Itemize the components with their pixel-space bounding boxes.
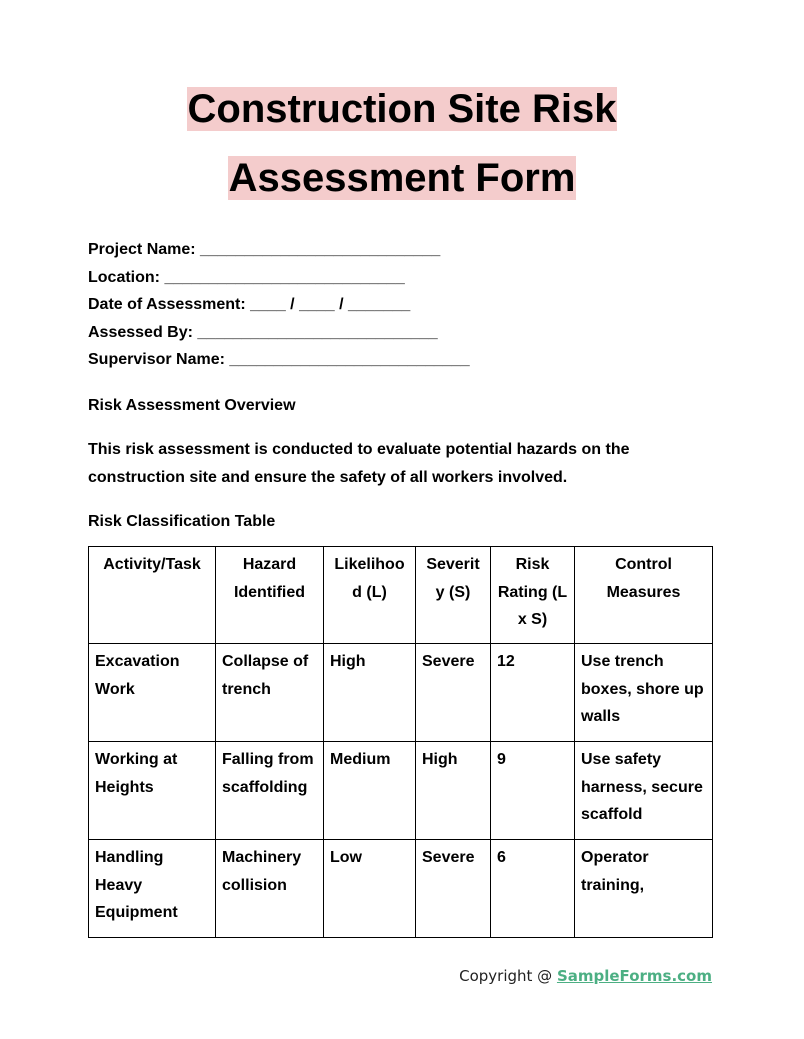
table-cell: Operator training, [575,840,713,938]
table-cell: 9 [491,742,575,840]
form-fields [88,236,470,374]
table-cell: Falling from scaffolding [216,742,324,840]
field-blank[interactable]: ___________________________ [164,268,405,286]
field-label: Location: [88,268,160,286]
field-date[interactable] [88,291,470,319]
field-blank[interactable]: ___________________________ [200,241,441,258]
field-blank[interactable]: ___________________________ [229,351,470,368]
table-cell: Handling Heavy Equipment [89,840,216,938]
table-cell: Working at Heights [89,742,216,840]
risk-table [88,546,713,938]
table-cell: Medium [324,742,416,840]
title-line-2 [0,155,804,201]
field-assessed-by[interactable] [88,319,470,347]
copyright-footer [459,967,712,985]
header-cell: Severity (S) [416,547,491,644]
table-cell: 6 [491,840,575,938]
field-label: Assessed By: [88,323,193,341]
copyright-text: Copyright @ [459,967,557,985]
field-label: Supervisor Name: [88,351,225,368]
table-row [89,644,713,742]
field-label: Date of Assessment: [88,296,246,313]
table-cell: Use trench boxes, shore up walls [575,644,713,742]
table-cell: Machinery collision [216,840,324,938]
header-cell: Likelihood (L) [324,547,416,644]
table-cell: High [416,742,491,840]
overview-heading: Risk Assessment Overview [88,397,296,414]
table-cell: 12 [491,644,575,742]
table-heading: Risk Classification Table [88,513,276,530]
table-cell: Low [324,840,416,938]
table-cell: Severe [416,644,491,742]
field-project-name[interactable] [88,236,470,264]
field-blank[interactable]: ____ / ____ / _______ [250,296,411,313]
header-cell: Control Measures [575,547,713,644]
header-cell: Risk Rating (L x S) [491,547,575,644]
table-header-row [89,547,713,644]
field-location[interactable] [88,264,470,292]
table-cell: Excavation Work [89,644,216,742]
field-blank[interactable]: ___________________________ [197,323,438,341]
title-text: Construction Site Risk [187,87,617,131]
table-cell: High [324,644,416,742]
sampleforms-link[interactable]: SampleForms.com [556,967,712,985]
overview-text: This risk assessment is conducted to evaluate potential hazards on the construction site and ensure the safety of all workers involved. [88,441,630,486]
table-row [89,742,713,840]
header-cell: Hazard Identified [216,547,324,644]
table-cell: Collapse of trench [216,644,324,742]
header-cell: Activity/Task [89,547,216,644]
table-cell: Severe [416,840,491,938]
field-supervisor[interactable] [88,346,470,374]
table-row [89,840,713,938]
table-cell: Use safety harness, secure scaffold [575,742,713,840]
title-line-1 [0,86,804,132]
title-text: Assessment Form [228,156,576,200]
field-label: Project Name: [88,241,196,258]
